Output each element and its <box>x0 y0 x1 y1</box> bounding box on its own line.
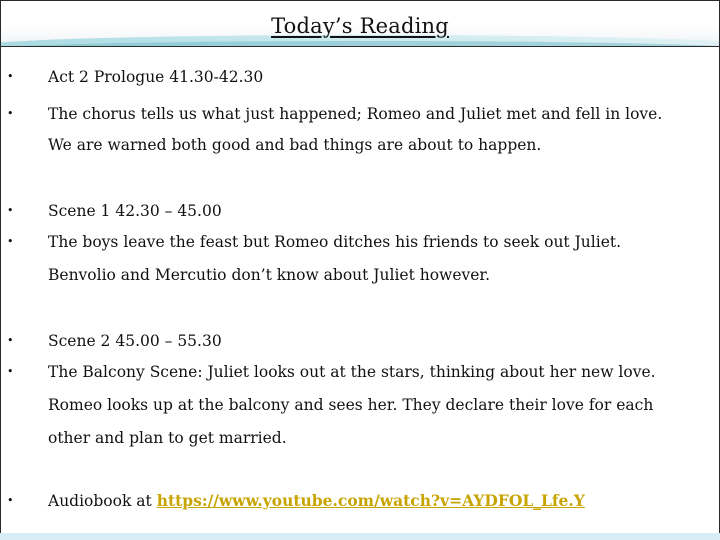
reading-item-scene1-summary-line-2: Benvolio and Mercutio don’t know about Juliet however. <box>48 266 491 284</box>
reading-item-scene1: Scene 1 42.30 – 45.00 <box>48 202 222 220</box>
reading-item-balcony-line-2: Romeo looks up at the balcony and sees her. They declare their love for each <box>48 396 654 414</box>
reading-item-chorus-line-2: We are warned both good and bad things are about to happen. <box>48 136 542 154</box>
reading-item-scene2: Scene 2 45.00 – 55.30 <box>48 332 222 350</box>
bullet-marker: • <box>7 494 14 507</box>
reading-item-scene1-summary-line-1: The boys leave the feast but Romeo ditches his friends to seek out Juliet. <box>48 233 622 251</box>
reading-item-chorus-line-1: The chorus tells us what just happened; Romeo and Juliet met and fell in love. <box>48 105 663 123</box>
bullet-marker: • <box>7 70 14 83</box>
bullet-marker: • <box>7 334 14 347</box>
audiobook-label: Audiobook at <box>48 492 157 510</box>
reading-item-balcony-line-1: The Balcony Scene: Juliet looks out at the stars, thinking about her new love. <box>48 363 656 381</box>
reading-item-audiobook <box>48 491 585 511</box>
bullet-marker: • <box>7 204 14 217</box>
reading-item-act2-prologue: Act 2 Prologue 41.30-42.30 <box>48 68 264 86</box>
footer-strip <box>0 533 720 540</box>
bullet-marker: • <box>7 365 14 378</box>
page-title: Today’s Reading <box>271 14 449 38</box>
audiobook-link[interactable]: https://www.youtube.com/watch?v=AYDFOL_Lfe.Y <box>156 491 585 510</box>
reading-item-balcony-line-3: other and plan to get married. <box>48 429 287 447</box>
bullet-marker: • <box>7 107 14 120</box>
bullet-marker: • <box>7 235 14 248</box>
